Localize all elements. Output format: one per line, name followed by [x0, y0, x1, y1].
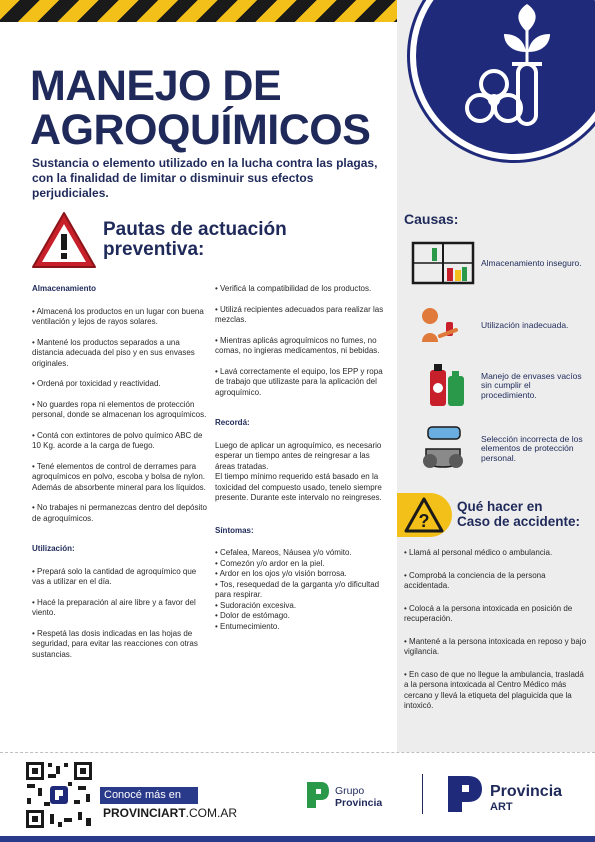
cta-label: Conocé más en: [100, 787, 198, 804]
gas-mask-goggles-icon: [410, 425, 476, 473]
list-item: • Respetá las dosis indicadas en las hojas de seguridad, para evitar las reacciones con otras sustancias.: [32, 628, 198, 659]
svg-text:?: ?: [418, 511, 430, 531]
provincia-art-logo: [446, 774, 586, 816]
footer-separator: [422, 774, 423, 814]
column-middle: [215, 284, 390, 632]
heading-almacenamiento: Almacenamiento: [32, 284, 97, 293]
heading-utilizacion: Utilización:: [32, 544, 75, 553]
biohazard-plant-icon: [416, 0, 595, 154]
list-item: • Colocá a la persona intoxicada en posición de recuperación.: [404, 603, 573, 623]
title-line-2: AGROQUÍMICOS: [30, 106, 371, 154]
accident-header: [397, 491, 595, 539]
accident-badge: [397, 493, 452, 537]
website-link[interactable]: [103, 806, 237, 820]
chemical-containers-icon: [410, 362, 476, 410]
footer-divider: [0, 752, 595, 753]
list-item: • En caso de que no llegue la ambulancia, trasladá a la persona intoxicada al Centro Médico más cercano y llevá la etiqueta del plaguicida que la intoxicó.: [404, 669, 584, 710]
url-bold: PROVINCIART: [103, 806, 186, 820]
accident-list: [404, 548, 589, 724]
sintomas-list: [215, 548, 390, 632]
heading-recorda: Recordá:: [215, 418, 250, 427]
list-item: • Almacená los productos en un lugar con buena ventilación y lejos de rayos solares.: [32, 306, 204, 326]
list-item: • Mientras aplicás agroquímicos no fumes, no comas, no ingieras medicamentos, ni bebidas.: [215, 335, 380, 355]
grupo-line-1: Grupo: [335, 785, 365, 797]
question-warning-icon: [402, 495, 446, 535]
grupo-provincia-text: [335, 785, 382, 809]
list-item: • Prepará solo la cantidad de agroquímico que vas a utilizar en el día.: [32, 566, 197, 586]
page-title: [30, 64, 400, 152]
list-item: • Dolor de estómago.: [215, 611, 290, 620]
accident-title: [457, 499, 580, 529]
grupo-line-2: Provincia: [335, 797, 383, 809]
hazard-stripe-top: [0, 0, 420, 22]
list-item: • Mantené los productos separados a una distancia adecuada del piso y en sus envases originales.: [32, 337, 195, 368]
cause-item: [405, 362, 590, 412]
person-drinking-icon: [410, 302, 476, 350]
storage-shelf-icon: [410, 240, 476, 288]
cause-text: Manejo de envases vacíos sin cumplir el procedimiento.: [481, 370, 582, 400]
heading-sintomas: Síntomas:: [215, 525, 254, 535]
cause-text: Selección incorrecta de los elementos de protección personal.: [481, 433, 583, 463]
list-item: • Lavá correctamente el equipo, los EPP y ropa de trabajo que utilizaste para la aplicación del agroquímico.: [215, 366, 383, 397]
accident-title-line-1: Qué hacer en: [457, 499, 543, 514]
cause-item: [405, 240, 590, 290]
header-icon-circle: [410, 0, 595, 160]
grupo-provincia-mark-icon: [305, 780, 331, 810]
warning-triangle-icon: [30, 210, 98, 270]
list-item: • Llamá al personal médico o ambulancia.: [404, 548, 553, 557]
cause-item: [405, 425, 590, 475]
cause-text: Utilización inadecuada.: [481, 320, 569, 331]
brand-suffix: ART: [490, 801, 513, 813]
brand-name: Provincia: [490, 783, 563, 800]
recorda-text-2: El tiempo mínimo requerido está basado en la toxicidad del compuesto usado, tenelo siempre presente. Durante este intervalo no reingreses.: [215, 472, 382, 502]
title-line-1: MANEJO DE: [30, 62, 282, 110]
list-item: • Hacé la preparación al aire libre y a favor del viento.: [32, 597, 196, 617]
list-item: • Ardor en los ojos y/o visión borrosa.: [215, 569, 347, 578]
list-item: • Utilizá recipientes adecuados para realizar las mezclas.: [215, 304, 384, 324]
cause-text: Almacenamiento inseguro.: [481, 258, 582, 269]
column-left: [32, 284, 210, 670]
list-item: • Tené elementos de control de derrames para agroquímicos en polvo, escoba y bolsa de nylon. Además de absorbente mineral para los líquidos.: [32, 461, 206, 492]
list-item: • Tos, resequedad de la garganta y/o dificultad para respirar.: [215, 579, 380, 599]
list-item: • Comprobá la conciencia de la persona accidentada.: [404, 570, 546, 590]
recorda-text-1: Luego de aplicar un agroquímico, es necesario esperar un tiempo antes de reingresar a las áreas tratadas.: [215, 440, 382, 471]
pautas-line-1: Pautas de actuación: [103, 219, 287, 240]
provincia-art-mark-icon: [446, 774, 484, 814]
recorda-block: [215, 441, 390, 504]
accident-title-line-2: Caso de accidente:: [457, 514, 581, 529]
list-item: • Ordená por toxicidad y reactividad.: [32, 379, 161, 388]
list-item: • Contá con extintores de polvo químico ABC de 10 Kg. acorde a la carga de fuego.: [32, 430, 203, 450]
list-item: • No guardes ropa ni elementos de protección personal, donde se almacenan los agroquímicos.: [32, 399, 207, 419]
list-item: • Sudoración excesiva.: [215, 600, 297, 610]
list-item: • Entumecimiento.: [215, 621, 280, 631]
url-rest: .COM.AR: [185, 806, 238, 820]
pautas-line-2: preventiva:: [103, 239, 205, 260]
list-item: • Cefalea, Mareos, Náusea y/o vómito.: [215, 548, 352, 557]
qr-code[interactable]: [24, 760, 94, 830]
page-subtitle: Sustancia o elemento utilizado en la lucha contra las plagas, con la finalidad de limitar o disminuir sus efectos perjudiciales.: [32, 156, 378, 200]
section-title-pautas: [103, 220, 287, 260]
grupo-provincia-logo: [305, 780, 415, 814]
list-item: • Mantené a la persona intoxicada en reposo y bajo vigilancia.: [404, 636, 587, 656]
section-title-causas: Causas:: [404, 211, 459, 227]
list-item: • No trabajes ni permanezcas dentro del depósito de agroquímicos.: [32, 503, 207, 523]
list-item: • Verificá la compatibilidad de los productos.: [215, 284, 372, 293]
cause-item: [405, 302, 590, 352]
list-item: • Comezón y/o ardor en la piel.: [215, 558, 325, 568]
bottom-bar: [0, 836, 595, 842]
